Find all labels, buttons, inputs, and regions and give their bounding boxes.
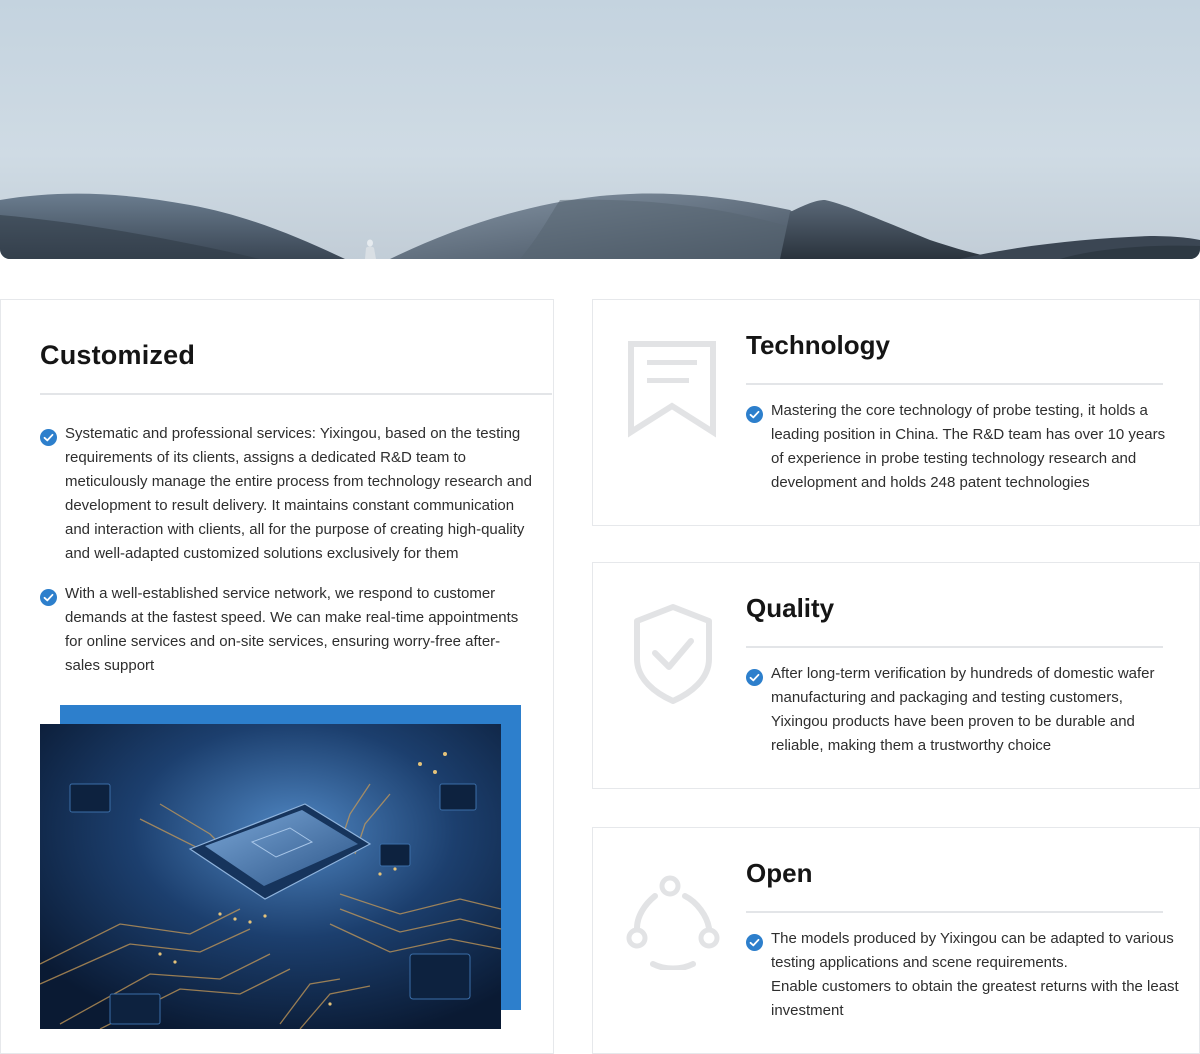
open-divider <box>746 911 1163 913</box>
circuit-board-image <box>40 724 501 1029</box>
quality-list <box>746 662 1181 758</box>
quality-title: Quality <box>746 593 835 623</box>
open-panel <box>592 827 1200 1054</box>
technology-list <box>746 399 1181 495</box>
check-circle-icon <box>40 589 57 606</box>
technology-title: Technology <box>746 330 890 360</box>
list-item <box>746 399 1181 495</box>
check-circle-icon <box>40 429 57 446</box>
customized-divider <box>40 393 552 395</box>
item-text: With a well-established service network, we respond to customer demands at the fastest speed. We can make real-time appointments for online services and on-site services, ensuring worry-free after-sales support <box>65 585 519 674</box>
item-text: Mastering the core technology of probe testing, it holds a leading position in China. The R&D team has over 10 years of experience in probe testing technology research and development and holds 248 patent technologies <box>771 402 1166 491</box>
customized-title: Customized <box>40 340 196 370</box>
hero-banner <box>0 0 1200 259</box>
circuit-image-block <box>40 705 521 1030</box>
share-cycle-icon <box>625 866 721 970</box>
shield-check-icon <box>625 601 721 705</box>
technology-divider <box>746 383 1163 385</box>
list-item <box>40 422 535 566</box>
list-item <box>746 927 1181 1023</box>
bookmark-icon <box>625 338 721 442</box>
item-text-line: Enable customers to obtain the greatest returns with the least investment <box>771 978 1179 1019</box>
dunes-illustration <box>0 0 1200 259</box>
item-text: After long-term verification by hundreds of domestic wafer manufacturing and packaging and testing customers, Yixingou products have been proven to be durable and reliable, making them a trustworthy choice <box>771 665 1155 754</box>
open-title: Open <box>746 858 813 888</box>
check-circle-icon <box>746 934 763 951</box>
list-item <box>746 662 1181 758</box>
quality-panel <box>592 562 1200 789</box>
technology-panel <box>592 299 1200 526</box>
customized-panel <box>0 299 554 1054</box>
check-circle-icon <box>746 406 763 423</box>
list-item <box>40 582 535 678</box>
check-circle-icon <box>746 669 763 686</box>
quality-divider <box>746 646 1163 648</box>
customized-list <box>40 422 535 678</box>
open-list <box>746 927 1181 1023</box>
item-text-line: The models produced by Yixingou can be adapted to various testing applications and scene requirements. <box>771 930 1174 971</box>
item-text: Systematic and professional services: Yixingou, based on the testing requirements of its clients, assigns a dedicated R&D team to meticulously manage the entire process from technology research and development to result delivery. It maintains constant communication and interaction with clients, all for the purpose of creating high-quality and well-adapted customized solutions exclusively for them <box>65 425 532 562</box>
